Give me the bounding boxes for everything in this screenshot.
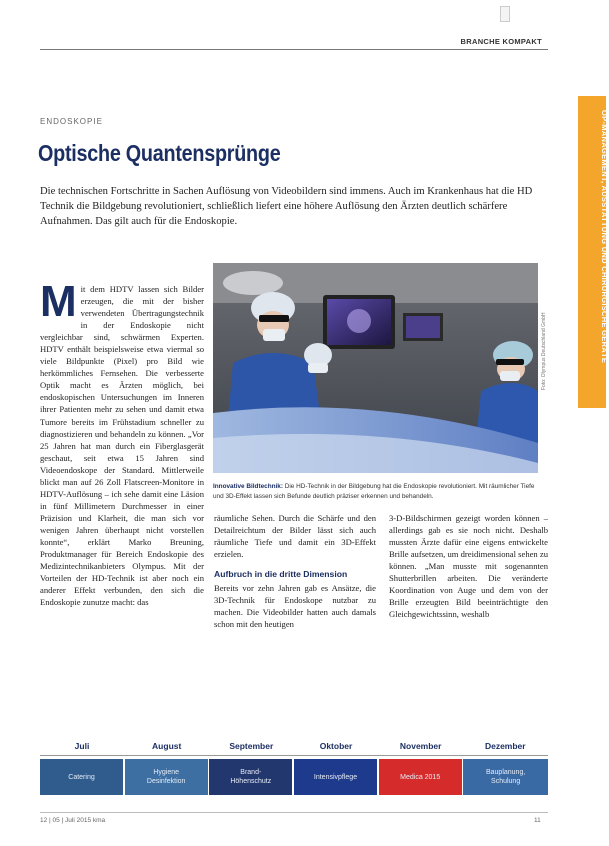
month-label: Oktober xyxy=(319,741,353,751)
photo-caption xyxy=(213,482,538,501)
body-column-2 xyxy=(214,512,376,630)
calendar-event xyxy=(125,759,208,795)
calendar-event xyxy=(40,759,123,795)
calendar-event xyxy=(209,759,292,795)
event-label: Hygiene Desinfektion xyxy=(146,769,186,785)
month-label: Dezember xyxy=(484,741,526,751)
event-label: Medica 2015 xyxy=(400,773,441,781)
footer-rule xyxy=(40,812,548,813)
calendar-event xyxy=(294,759,377,795)
side-tab xyxy=(578,96,609,408)
event-label: Brand- Höhenschutz xyxy=(230,769,272,785)
body-text-2: räumliche Sehen. Durch die Schärfe und den Detailreichtum der Bilder lässt sich auch räumliche Tiefe und damit ein 3D-Effekt erzielen. xyxy=(214,513,376,560)
side-tab-text: OP-MANAGEMENT, AUSSTATTUNG UND CHIRURGISCHE GERÄTE xyxy=(600,110,609,364)
body-text-1: it dem HDTV lassen sich Bilder erzeugen, die mit der bisher verwendeten Übertragungstechnik in der Endoskopie nicht vergleichbar sind, schwärmen Experten. HDTV enthält beispielsweise etwa viermal so viele Bildpunkte (Pixel) pro Bild wie herkömmliches Fernsehen. Die verbesserte Optik macht es Ärzten möglich, bei endoskopischen Untersuchungen im Inneren ihrer Patienten mehr zu sehen und damit etwa Tumore bereits im Frühstadium schneller zu diagnostizieren und behandeln zu können. „Vor 25 Jahren hat man durch ein Fiberglasgerät geschaut, seit etwa 15 Jahren sind Videoendoskope der Standard. Mittlerweile blickt man auf 26 Zoll Flatscreen-Monitore in HDTV-Auflösung – ich sehe damit eine Läsion in fünf Millimetern Durchmesser in einer Präzision und Klarheit, die man sich vor wenigen Jahren überhaupt nicht vorstellen konnte“, erklärt Marko Breuning, Produktmanager für Bereich Endoskopie des Medizintechnikanbieters Olympus. Mit der Vorteilen der HD-Technik ist aber noch ein anderer Effekt verbunden, den sich die Endoskopie zunutze macht: das xyxy=(40,284,204,608)
body-text-2b: Bereits vor zehn Jahren gab es Ansätze, die 3D-Technik für Endoskope nutzbar zu machen. Die Videobilder hatten auch damals schon mit den heutigen xyxy=(214,583,376,630)
article-kicker: ENDOSKOPIE xyxy=(40,117,103,126)
photo-credit: Foto: Olympus Deutschland GmbH xyxy=(541,312,547,390)
calendar-events xyxy=(40,759,548,795)
month-label: September xyxy=(229,741,274,751)
body-column-3 xyxy=(389,512,548,620)
body-text-3: 3-D-Bildschirmen gezeigt worden können – allerdings gab es sie noch nicht. Deshalb mussten Ärzte dafür eine eigens entwickelte Brille aufsetzen, um dreidimensional sehen zu können. „Man musste mit sogenannten Shutterbrillen arbeiten. Die veränderte Koordination von Auge und dem von der Brille erzeugten Bild beeinträchtigte den Gleichgewichtssinn, weshalb xyxy=(389,513,548,620)
header-rule xyxy=(40,49,548,50)
caption-lead: Innovative Bildtechnik: xyxy=(213,483,283,490)
caption-text: Die HD-Technik in der Bildgebung hat die Endoskopie revolutioniert. Mit räumlicher Tiefe und 3D-Effekt lassen sich Befunde deutlich präziser erkennen und behandeln. xyxy=(213,483,535,500)
section-subhead: Aufbruch in die dritte Dimension xyxy=(214,569,348,580)
calendar-event xyxy=(463,759,548,795)
month-label: Juli xyxy=(74,741,90,751)
body-column-1 xyxy=(40,277,204,608)
article-photo xyxy=(213,263,538,473)
event-label: Bauplanung, Schulung xyxy=(485,769,526,785)
month-label: August xyxy=(152,741,182,751)
drop-cap: M xyxy=(40,277,77,326)
event-label: Intensivpflege xyxy=(313,773,358,781)
footer-issue: 12 | 05 | Juli 2015 kma xyxy=(40,817,106,824)
calendar-rule xyxy=(40,755,548,756)
surgery-photo-illustration xyxy=(213,263,538,473)
event-label: Catering xyxy=(68,773,95,781)
section-label: BRANCHE KOMPAKT xyxy=(460,37,542,46)
article-lead: Die technischen Fortschritte in Sachen Auflösung von Videobildern sind immens. Auch im Krankenhaus hat die HD Technik die Bildgebung revolutioniert, schließlich liefert eine höhere Auflösung den Ärzten deutlich schärfere Aufnahmen. Das gilt auch für die Endoskopie. xyxy=(40,186,533,227)
article-title: Optische Quantensprünge xyxy=(38,140,281,166)
corner-mark xyxy=(500,6,510,22)
calendar-event xyxy=(379,759,462,795)
page-number: 11 xyxy=(534,817,541,824)
month-label: November xyxy=(399,741,442,751)
